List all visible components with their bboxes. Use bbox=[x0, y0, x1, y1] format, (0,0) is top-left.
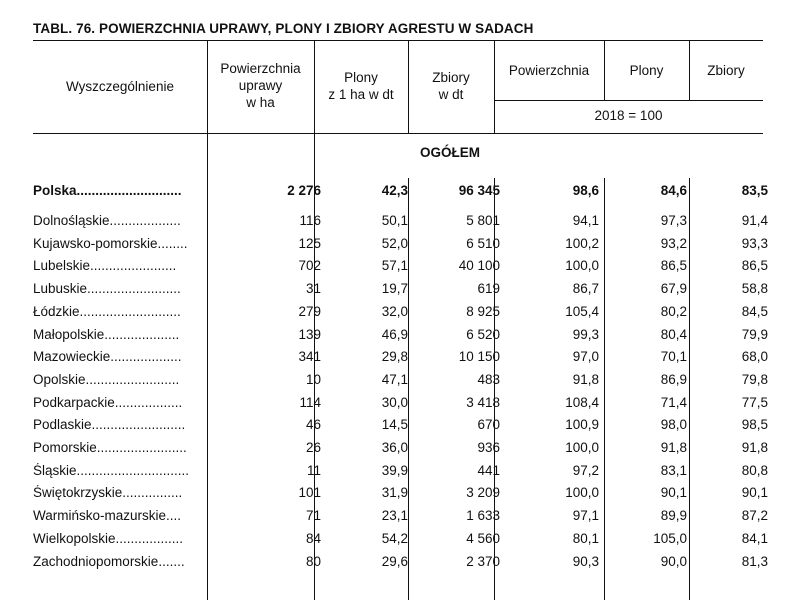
value-powierzchnia: 80 bbox=[305, 553, 321, 569]
value-zbiory: 6 520 bbox=[466, 326, 500, 342]
table-title: TABL. 76. POWIERZCHNIA UPRAWY, PLONY I ZBIORY AGRESTU W SADACH bbox=[33, 21, 534, 36]
value-plony: 29,8 bbox=[381, 349, 408, 365]
row-label: Lubelskie....................... bbox=[33, 258, 177, 274]
table-row bbox=[33, 417, 768, 439]
value-powierzchnia: 71 bbox=[305, 508, 321, 524]
value-index-plony: 98,0 bbox=[660, 417, 687, 433]
value-index-powierzchnia: 94,1 bbox=[572, 213, 599, 228]
value-index-powierzchnia: 97,1 bbox=[572, 508, 599, 524]
value-index-zbiory: 86,5 bbox=[741, 258, 768, 274]
value-zbiory: 1 633 bbox=[466, 508, 500, 524]
value-plony: 47,1 bbox=[381, 371, 408, 387]
row-label: Podkarpackie.................. bbox=[33, 394, 183, 410]
header-index-plony: Plony bbox=[629, 63, 664, 78]
value-powierzchnia: 2 276 bbox=[287, 183, 321, 198]
value-index-zbiory: 79,9 bbox=[741, 326, 768, 342]
value-plony: 32,0 bbox=[381, 303, 408, 319]
row-label: Kujawsko-pomorskie........ bbox=[33, 235, 188, 251]
table-row bbox=[33, 485, 768, 507]
value-index-zbiory: 81,3 bbox=[741, 553, 768, 569]
value-plony: 39,9 bbox=[381, 462, 408, 478]
table-row bbox=[33, 508, 768, 530]
value-index-zbiory: 77,5 bbox=[741, 394, 768, 410]
value-plony: 19,7 bbox=[381, 281, 408, 297]
row-label: Polska............................ bbox=[33, 183, 182, 198]
row-label: Warmińsko-mazurskie.... bbox=[33, 508, 182, 524]
value-index-zbiory: 98,5 bbox=[741, 417, 768, 433]
table-row bbox=[33, 236, 768, 258]
row-label: Małopolskie.................... bbox=[33, 326, 180, 342]
row-label: Opolskie......................... bbox=[33, 371, 180, 387]
value-zbiory: 8 925 bbox=[466, 303, 500, 319]
value-powierzchnia: 125 bbox=[298, 235, 321, 251]
table-row bbox=[33, 463, 768, 485]
row-label: Pomorskie........................ bbox=[33, 440, 187, 455]
value-zbiory: 5 801 bbox=[466, 213, 500, 228]
index-base-rule bbox=[494, 100, 763, 101]
value-index-powierzchnia: 91,8 bbox=[572, 371, 599, 387]
value-plony: 31,9 bbox=[381, 485, 408, 501]
row-label: Łódzkie........................... bbox=[33, 303, 181, 319]
value-index-plony: 67,9 bbox=[660, 281, 687, 297]
value-index-powierzchnia: 98,6 bbox=[572, 183, 599, 198]
value-zbiory: 4 560 bbox=[466, 530, 500, 546]
value-powierzchnia: 26 bbox=[305, 440, 321, 455]
value-index-zbiory: 68,0 bbox=[741, 349, 768, 365]
value-plony: 54,2 bbox=[381, 530, 408, 546]
value-zbiory: 3 418 bbox=[466, 394, 500, 410]
value-index-powierzchnia: 86,7 bbox=[572, 281, 599, 297]
value-index-powierzchnia: 97,2 bbox=[572, 462, 599, 478]
header-line: w ha bbox=[246, 95, 275, 110]
value-index-powierzchnia: 97,0 bbox=[572, 349, 599, 365]
value-plony: 57,1 bbox=[381, 258, 408, 274]
table-row bbox=[33, 304, 768, 326]
value-index-plony: 89,9 bbox=[660, 508, 687, 524]
value-zbiory: 6 510 bbox=[466, 235, 500, 251]
total-row bbox=[33, 183, 768, 205]
value-powierzchnia: 341 bbox=[298, 349, 321, 365]
value-index-plony: 90,0 bbox=[660, 553, 687, 569]
header-line: Zbiory bbox=[432, 70, 470, 85]
value-powierzchnia: 702 bbox=[298, 258, 321, 274]
table-row bbox=[33, 395, 768, 417]
table-row bbox=[33, 440, 768, 462]
value-powierzchnia: 114 bbox=[299, 394, 321, 410]
value-index-powierzchnia: 100,0 bbox=[565, 440, 599, 455]
header-line: uprawy bbox=[238, 78, 283, 93]
header-top-rule bbox=[33, 40, 763, 41]
value-index-plony: 105,0 bbox=[653, 530, 687, 546]
header-index-powierzchnia: Powierzchnia bbox=[508, 63, 590, 78]
row-label: Mazowieckie................... bbox=[33, 349, 182, 365]
row-label: Zachodniopomorskie....... bbox=[33, 553, 185, 569]
row-label: Śląskie.............................. bbox=[33, 462, 190, 478]
table-row bbox=[33, 531, 768, 553]
value-index-plony: 83,1 bbox=[660, 462, 687, 478]
row-label: Świętokrzyskie................ bbox=[33, 485, 183, 501]
table-row bbox=[33, 213, 768, 235]
value-zbiory: 441 bbox=[477, 462, 500, 478]
index-base-label: 2018 = 100 bbox=[594, 108, 663, 123]
value-index-plony: 80,4 bbox=[660, 326, 687, 342]
table-row bbox=[33, 554, 768, 576]
value-plony: 52,0 bbox=[381, 235, 408, 251]
value-index-plony: 70,1 bbox=[660, 349, 687, 365]
value-index-plony: 91,8 bbox=[660, 440, 687, 455]
value-index-zbiory: 91,8 bbox=[741, 440, 768, 455]
table-row bbox=[33, 258, 768, 280]
header-line: w dt bbox=[438, 87, 464, 102]
value-powierzchnia: 46 bbox=[305, 417, 321, 433]
table-row bbox=[33, 349, 768, 371]
value-index-zbiory: 83,5 bbox=[741, 183, 768, 198]
header-plony bbox=[314, 69, 408, 103]
value-index-zbiory: 90,1 bbox=[741, 485, 768, 501]
header-powierzchnia-uprawy bbox=[207, 60, 314, 111]
value-index-zbiory: 58,8 bbox=[741, 281, 768, 297]
value-index-powierzchnia: 100,9 bbox=[565, 417, 599, 433]
value-plony: 14,5 bbox=[381, 417, 408, 433]
value-index-zbiory: 80,8 bbox=[741, 462, 768, 478]
table-row bbox=[33, 372, 768, 394]
header-index-zbiory: Zbiory bbox=[707, 63, 745, 78]
value-zbiory: 40 100 bbox=[458, 258, 500, 274]
value-index-powierzchnia: 105,4 bbox=[565, 303, 599, 319]
value-index-zbiory: 84,1 bbox=[741, 530, 768, 546]
value-powierzchnia: 31 bbox=[305, 281, 321, 297]
value-powierzchnia: 101 bbox=[298, 485, 321, 501]
value-index-plony: 86,5 bbox=[660, 258, 687, 274]
value-index-powierzchnia: 100,0 bbox=[565, 258, 599, 274]
table-row bbox=[33, 327, 768, 349]
row-label: Wielkopolskie.................. bbox=[33, 530, 184, 546]
header-line: Powierzchnia bbox=[220, 61, 301, 76]
value-index-plony: 90,1 bbox=[660, 485, 687, 501]
value-index-zbiory: 91,4 bbox=[741, 213, 768, 228]
value-index-powierzchnia: 100,2 bbox=[565, 235, 599, 251]
value-zbiory: 936 bbox=[477, 440, 500, 455]
value-index-powierzchnia: 100,0 bbox=[565, 485, 599, 501]
header-line: Plony bbox=[344, 70, 378, 85]
value-powierzchnia: 139 bbox=[298, 326, 321, 342]
value-index-zbiory: 84,5 bbox=[741, 303, 768, 319]
value-powierzchnia: 116 bbox=[299, 213, 321, 228]
row-label: Dolnośląskie................... bbox=[33, 213, 181, 228]
value-zbiory: 96 345 bbox=[458, 183, 500, 198]
value-powierzchnia: 84 bbox=[305, 530, 321, 546]
value-plony: 29,6 bbox=[381, 553, 408, 569]
value-index-powierzchnia: 108,4 bbox=[565, 394, 599, 410]
value-zbiory: 10 150 bbox=[458, 349, 500, 365]
value-index-powierzchnia: 80,1 bbox=[572, 530, 599, 546]
value-index-plony: 86,9 bbox=[660, 371, 687, 387]
value-index-powierzchnia: 99,3 bbox=[572, 326, 599, 342]
value-plony: 50,1 bbox=[381, 213, 408, 228]
section-label: OGÓŁEM bbox=[420, 145, 480, 160]
value-plony: 23,1 bbox=[381, 508, 408, 524]
value-index-zbiory: 93,3 bbox=[741, 235, 768, 251]
value-powierzchnia: 279 bbox=[298, 303, 321, 319]
header-wyszczegolnienie: Wyszczególnienie bbox=[66, 79, 174, 94]
value-index-zbiory: 79,8 bbox=[741, 371, 768, 387]
value-index-plony: 80,2 bbox=[660, 303, 687, 319]
row-label: Podlaskie......................... bbox=[33, 417, 186, 433]
value-index-powierzchnia: 90,3 bbox=[572, 553, 599, 569]
value-zbiory: 3 209 bbox=[466, 485, 500, 501]
value-plony: 36,0 bbox=[381, 440, 408, 455]
table-row bbox=[33, 281, 768, 303]
header-zbiory bbox=[408, 69, 494, 103]
value-index-plony: 97,3 bbox=[660, 213, 687, 228]
value-plony: 42,3 bbox=[381, 183, 408, 198]
value-powierzchnia: 11 bbox=[306, 462, 321, 478]
value-index-zbiory: 87,2 bbox=[741, 508, 768, 524]
value-plony: 30,0 bbox=[381, 394, 408, 410]
value-zbiory: 483 bbox=[477, 371, 500, 387]
value-zbiory: 2 370 bbox=[466, 553, 500, 569]
value-zbiory: 619 bbox=[477, 281, 500, 297]
value-powierzchnia: 10 bbox=[305, 371, 321, 387]
value-index-plony: 84,6 bbox=[660, 183, 687, 198]
value-index-plony: 93,2 bbox=[660, 235, 687, 251]
value-index-plony: 71,4 bbox=[660, 394, 687, 410]
row-label: Lubuskie......................... bbox=[33, 281, 181, 297]
value-plony: 46,9 bbox=[381, 326, 408, 342]
header-bottom-rule bbox=[33, 133, 763, 134]
value-zbiory: 670 bbox=[477, 417, 500, 433]
header-line: z 1 ha w dt bbox=[328, 87, 394, 102]
